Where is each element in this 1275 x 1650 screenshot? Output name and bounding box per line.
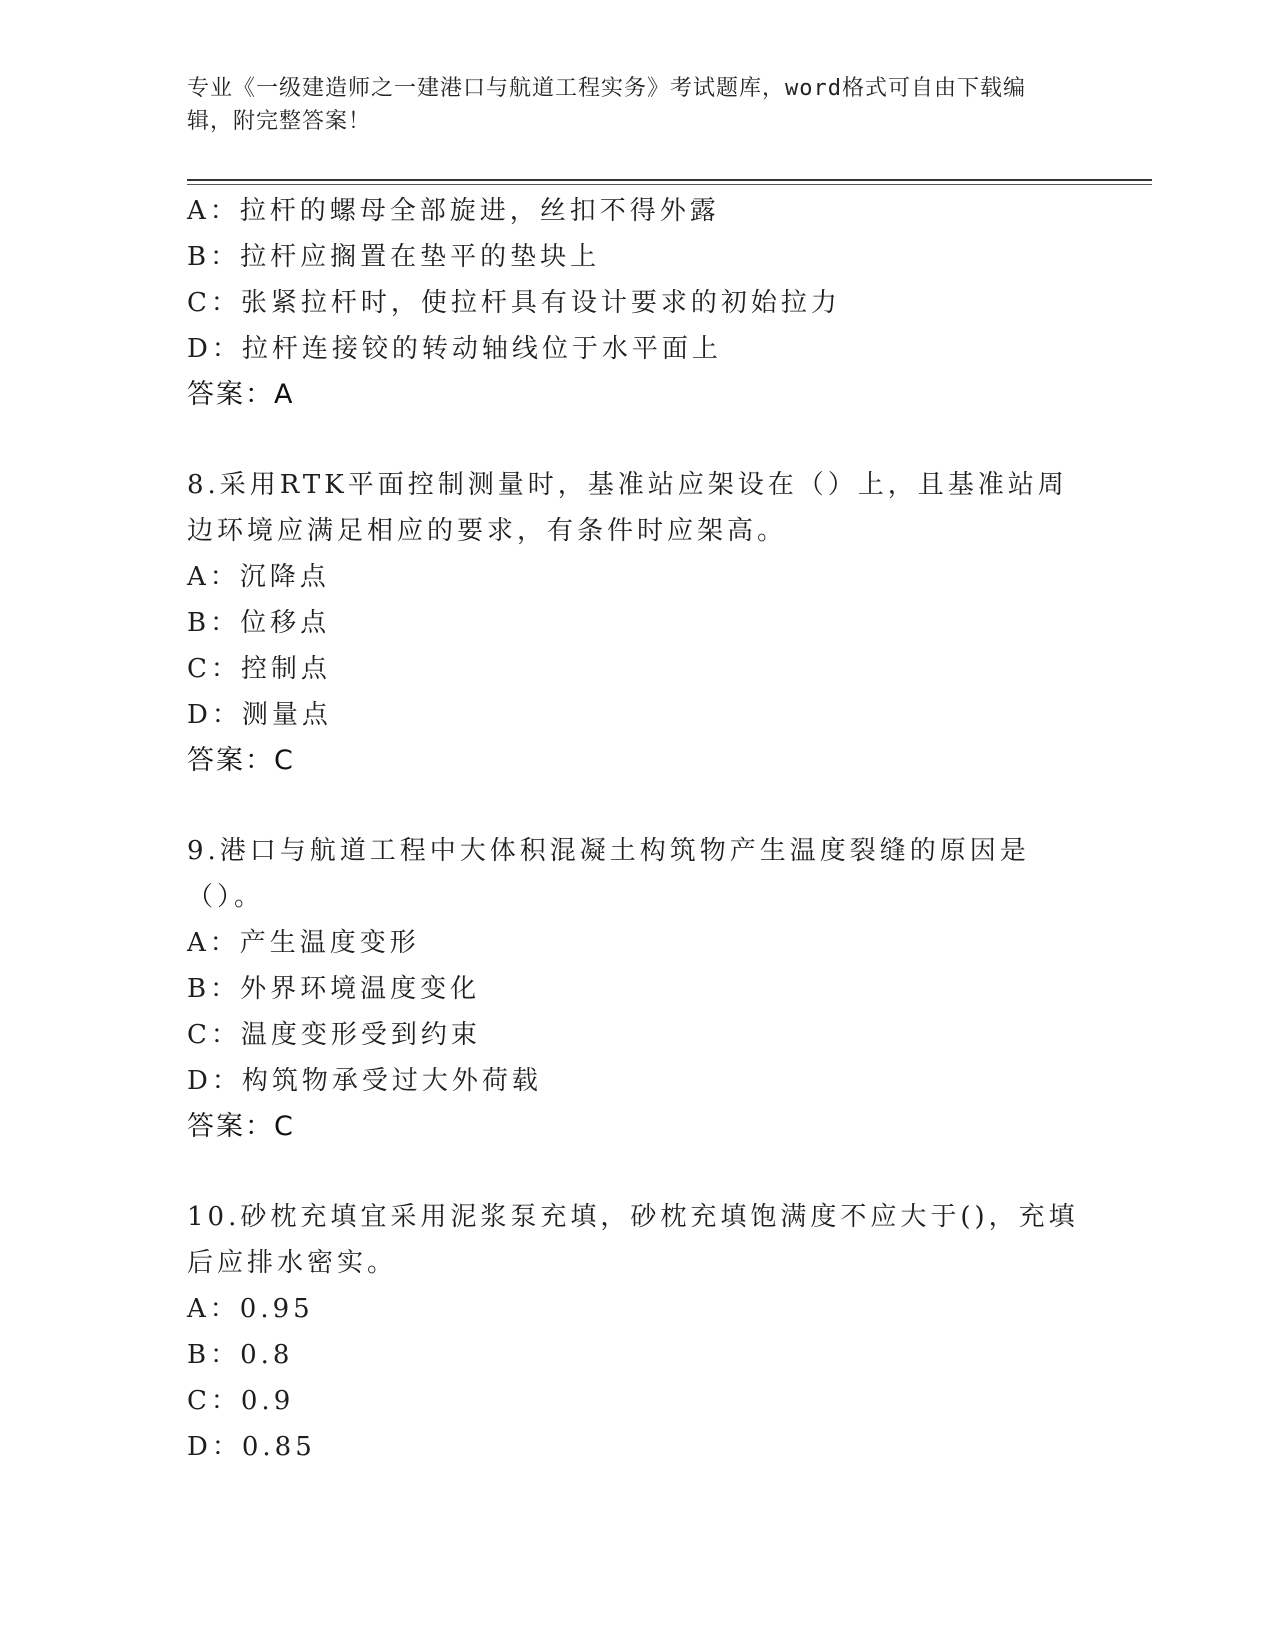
option-c: C：0.9 xyxy=(187,1386,295,1416)
question-list xyxy=(187,188,1087,1470)
question-9 xyxy=(187,828,1087,1150)
document-header: 专业《一级建造师之一建港口与航道工程实务》考试题库，word格式可自由下载编辑，附完整答案！ xyxy=(187,76,1026,134)
option-b: B：拉杆应搁置在垫平的垫块上 xyxy=(187,242,601,272)
spacer xyxy=(187,418,1087,462)
question-text: 8.采用RTK平面控制测量时，基准站应架设在（）上，且基准站周边环境应满足相应的要求，有条件时应架高。 xyxy=(187,470,1068,546)
question-10 xyxy=(187,1194,1087,1470)
option-c: C：控制点 xyxy=(187,654,331,684)
option-b: B：0.8 xyxy=(187,1340,294,1370)
question-8 xyxy=(187,462,1087,784)
option-d: D：0.85 xyxy=(187,1432,316,1462)
question-text: 10.砂枕充填宜采用泥浆泵充填，砂枕充填饱满度不应大于()，充填后应排水密实。 xyxy=(187,1202,1079,1278)
option-a: A：0.95 xyxy=(187,1294,314,1324)
question-7 xyxy=(187,188,1087,418)
header-rule-thick xyxy=(187,179,1152,181)
option-a: A：产生温度变形 xyxy=(187,928,420,958)
option-d: D：拉杆连接铰的转动轴线位于水平面上 xyxy=(187,334,722,364)
answer-label: 答案：C xyxy=(187,745,295,776)
answer-label: 答案：A xyxy=(187,379,295,410)
option-a: A：沉降点 xyxy=(187,562,330,592)
option-b: B：外界环境温度变化 xyxy=(187,974,481,1004)
option-c: C：温度变形受到约束 xyxy=(187,1020,481,1050)
header-rule-thin xyxy=(187,184,1152,185)
question-text: 9.港口与航道工程中大体积混凝土构筑物产生温度裂缝的原因是（）。 xyxy=(187,836,1030,912)
option-a: A：拉杆的螺母全部旋进，丝扣不得外露 xyxy=(187,196,720,226)
option-b: B：位移点 xyxy=(187,608,331,638)
option-d: D：测量点 xyxy=(187,700,332,730)
option-d: D：构筑物承受过大外荷载 xyxy=(187,1066,542,1096)
answer-label: 答案：C xyxy=(187,1111,295,1142)
spacer xyxy=(187,1150,1087,1194)
spacer xyxy=(187,784,1087,828)
option-c: C：张紧拉杆时，使拉杆具有设计要求的初始拉力 xyxy=(187,288,841,318)
